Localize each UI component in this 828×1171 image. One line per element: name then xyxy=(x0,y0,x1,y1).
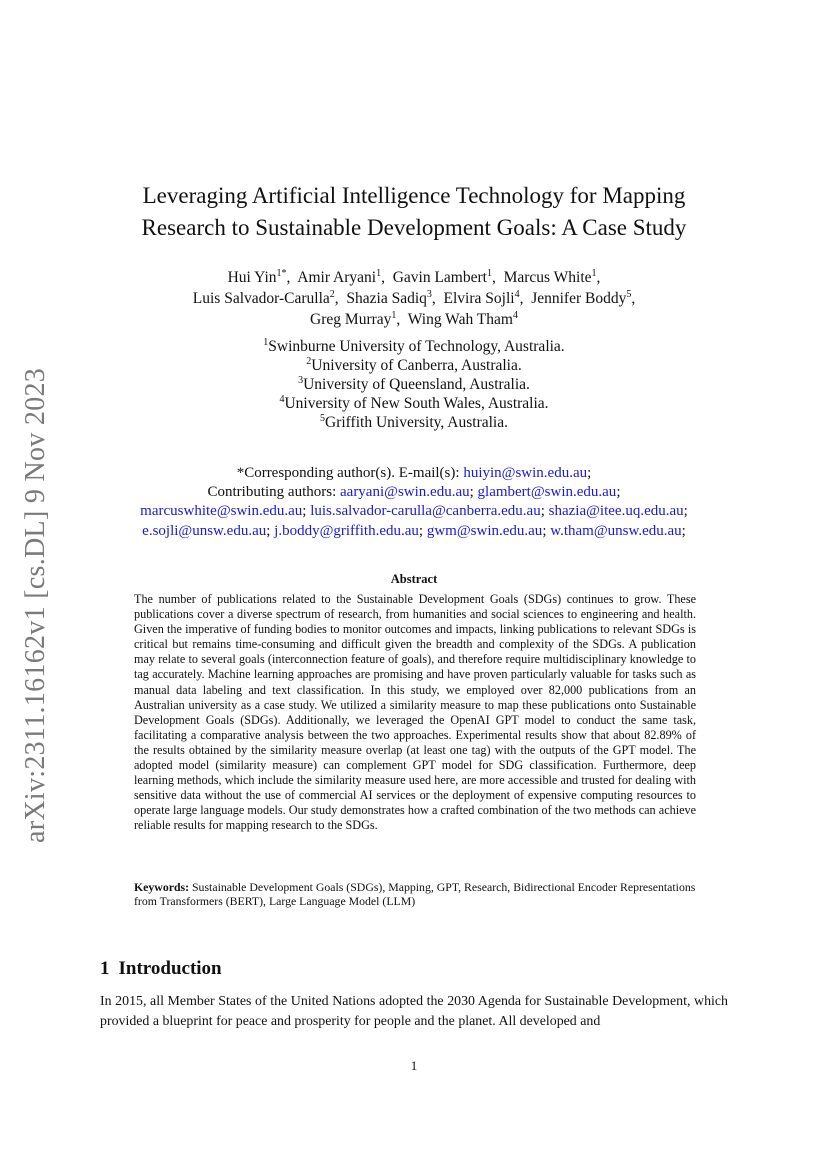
email-link[interactable]: glambert@swin.edu.au xyxy=(477,484,617,501)
contributing-label: Contributing authors: xyxy=(207,484,337,501)
author-line-1: Hui Yin$^{1*}$, Amir Aryani$^1$, Gavin Lambert$^1$, Marcus White$^1$, xyxy=(227,267,601,286)
affiliation: $^4$University of New South Wales, Australia. xyxy=(279,393,549,412)
author-line-2: Luis Salvador-Carulla$^2$, Shazia Sadiq$^3$, Elvira Sojli$^4$, Jennifer Boddy$^5$, xyxy=(192,288,636,307)
affiliation: $^1$Swinburne University of Technology, Australia. xyxy=(263,336,565,355)
arxiv-identifier: arXiv:2311.16162v1 [cs.DL] 9 Nov 2023 xyxy=(20,367,51,843)
affiliation-list xyxy=(100,337,728,432)
email-link[interactable]: luis.salvador-carulla@canberra.edu.au xyxy=(310,503,541,520)
author: Luis Salvador-Carulla$^2$ xyxy=(192,288,335,307)
paper-title-line-2: Research to Sustainable Development Goals: A Case Study xyxy=(141,215,687,240)
author: Jennifer Boddy$^5$ xyxy=(531,288,632,307)
email-link[interactable]: shazia@itee.uq.edu.au xyxy=(548,503,684,520)
author-line-3: Greg Murray$^1$, Wing Wah Tham$^4$ xyxy=(310,309,518,328)
affiliation: $^5$Griffith University, Australia. xyxy=(320,412,508,431)
email-link[interactable]: gwm@swin.edu.au xyxy=(426,522,543,539)
affiliation: $^2$University of Canberra, Australia. xyxy=(306,355,522,374)
paper-title-line-1: Leveraging Artificial Intelligence Technology for Mapping xyxy=(142,183,686,208)
author-list xyxy=(100,267,728,330)
email-line: marcuswhite@swin.edu.au; luis.salvador-carulla@canberra.edu.au; shazia@itee.uq.edu.au; xyxy=(140,503,688,520)
abstract-heading: Abstract xyxy=(390,572,438,586)
author: Shazia Sadiq$^3$ xyxy=(346,288,432,307)
section-number: 1 xyxy=(100,958,110,979)
author: Elvira Sojli$^4$ xyxy=(443,288,520,307)
corresponding-author-line: *Corresponding author(s). E-mail(s): huiyin@swin.edu.au; xyxy=(236,465,592,481)
affiliation: $^3$University of Queensland, Australia. xyxy=(298,374,530,393)
author: Hui Yin$^{1*}$ xyxy=(227,267,287,286)
author: Greg Murray$^1$ xyxy=(310,309,397,328)
email-link[interactable]: huiyin@swin.edu.au xyxy=(463,465,588,481)
abstract-text: The number of publications related to the Sustainable Development Goals (SDGs) continues to grow. These publications cover a diverse spectrum of research, from humanities and social sciences to engineering and health. Given the imperative of funding bodies to monitor outcomes and impacts, linking publications to relevant SDGs is critical but remains time-consuming and difficult given the breadth and complexity of the SDGs. A publication may relate to several goals (interconnection feature of goals), and therefore require multidisciplinary knowledge to tag accurately. Machine learning approaches are promising and have proven particularly valuable for tasks such as manual data labeling and text classification. In this study, we employed over 82,000 publications from an Australian university as a case study. We utilized a similarity measure to map these publications onto Sustainable Development Goals (SDGs). Additionally, we leveraged the OpenAI GPT model to conduct the same task, facilitating a comparative analysis between the two approaches. Experimental results show that about 82.89% of the results obtained by the similarity measure overlap (at least one tag) with the outputs of the GPT model. The adopted model (similarity measure) can complement GPT model for SDG classification. Furthermore, deep learning methods, which include the similarity measure used here, are more accessible and trusted for dealing with sensitive data without the use of commercial AI services or the deployment of expensive computing resources to operate large language models. Our study demonstrates how a crafted combination of the two methods can achieve reliable results for mapping research to the SDGs. xyxy=(134,592,696,833)
page-number: 1 xyxy=(410,1058,418,1073)
section-title: Introduction xyxy=(118,958,222,979)
keywords-label: Keywords: xyxy=(134,880,190,894)
paper-title xyxy=(100,180,728,244)
corresponding-label: *Corresponding author(s). E-mail(s): xyxy=(236,465,460,481)
email-link[interactable]: j.boddy@griffith.edu.au xyxy=(274,522,419,539)
email-link[interactable]: aaryani@swin.edu.au xyxy=(340,484,470,501)
author: Wing Wah Tham$^4$ xyxy=(407,309,518,328)
keywords xyxy=(134,880,696,908)
keywords-text: Sustainable Development Goals (SDGs), Mapping, GPT, Research, Bidirectional Encoder Representations from Transformers (BERT), Large Language Model (LLM) xyxy=(134,880,696,908)
author: Marcus White$^1$ xyxy=(503,267,597,286)
email-line: e.sojli@unsw.edu.au; j.boddy@griffith.edu.au; gwm@swin.edu.au; w.tham@unsw.edu.au; xyxy=(142,522,686,539)
correspondence-block xyxy=(100,464,728,541)
author: Amir Aryani$^1$ xyxy=(297,267,382,286)
section-heading-introduction xyxy=(100,956,222,982)
email-link[interactable]: e.sojli@unsw.edu.au xyxy=(142,522,267,539)
introduction-paragraph: In 2015, all Member States of the United Nations adopted the 2030 Agenda for Sustainable Development, which provided a blueprint for peace and prosperity for people and the planet. All developed and xyxy=(100,994,728,1029)
email-link[interactable]: marcuswhite@swin.edu.au xyxy=(140,503,303,520)
contributing-authors-line: Contributing authors: aaryani@swin.edu.au; glambert@swin.edu.au; xyxy=(207,484,621,501)
author: Gavin Lambert$^1$ xyxy=(392,267,492,286)
email-link[interactable]: w.tham@unsw.edu.au xyxy=(550,522,682,539)
